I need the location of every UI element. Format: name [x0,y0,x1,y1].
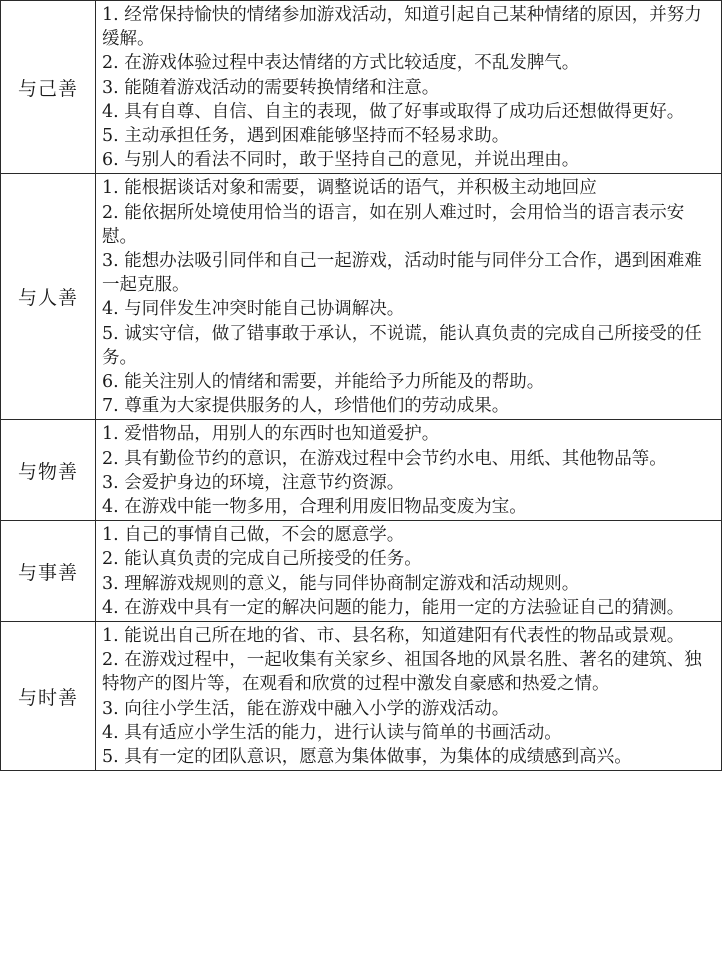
list-item: 1. 能说出自己所在地的省、市、县名称，知道建阳有代表性的物品或景观。 [102,626,685,647]
list-item: 2. 在游戏过程中，一起收集有关家乡、祖国各地的风景名胜、著名的建筑、独特物产的图片等，在观看和欣赏的过程中激发自豪感和热爱之情。 [102,650,702,695]
list-item: 1. 爱惜物品，用别人的东西时也知道爱护。 [102,424,440,445]
list-item: 5. 诚实守信，做了错事敢于承认，不说谎，能认真负责的完成自己所接受的任务。 [102,323,702,368]
list-item: 1. 能根据谈话对象和需要，调整说话的语气，并积极主动地回应 [102,178,597,199]
list-item: 3. 能想办法吸引同伴和自己一起游戏，活动时能与同伴分工合作，遇到困难难一起克服。 [102,251,702,296]
list-item: 6. 与别人的看法不同时，敢于坚持自己的意见，并说出理由。 [102,150,580,171]
list-item: 2. 具有勤俭节约的意识，在游戏过程中会节约水电、用纸、其他物品等。 [102,448,667,469]
category-cell: 与己善 [1,1,96,174]
items-cell [96,420,722,521]
list-item: 5. 具有一定的团队意识，愿意为集体做事，为集体的成绩感到高兴。 [102,747,632,768]
list-item: 5. 主动承担任务，遇到困难能够坚持而不轻易求助。 [102,126,510,147]
list-item: 2. 能依据所处境使用恰当的语言，如在别人难过时，会用恰当的语言表示安慰。 [102,202,685,247]
table-row [1,521,722,622]
list-item: 3. 会爱护身边的环境，注意节约资源。 [102,472,405,493]
items-cell [96,622,722,771]
list-item: 6. 能关注别人的情绪和需要，并能给予力所能及的帮助。 [102,372,545,393]
list-item: 4. 与同伴发生冲突时能自己协调解决。 [102,299,405,320]
list-item: 2. 能认真负责的完成自己所接受的任务。 [102,549,422,570]
list-item: 3. 理解游戏规则的意义，能与同伴协商制定游戏和活动规则。 [102,573,580,594]
list-item: 4. 在游戏中能一物多用，合理利用废旧物品变废为宝。 [102,497,527,518]
list-item: 4. 具有自尊、自信、自主的表现，做了好事或取得了成功后还想做得更好。 [102,101,685,122]
category-cell: 与物善 [1,420,96,521]
table-row [1,420,722,521]
list-item: 2. 在游戏体验过程中表达情绪的方式比较适度，不乱发脾气。 [102,53,580,74]
table-row [1,174,722,420]
category-cell: 与事善 [1,521,96,622]
list-item: 1. 经常保持愉快的情绪参加游戏活动，知道引起自己某种情绪的原因，并努力缓解。 [102,5,702,50]
table-row [1,622,722,771]
category-cell: 与时善 [1,622,96,771]
items-cell [96,521,722,622]
table-row [1,1,722,174]
list-item: 1. 自己的事情自己做，不会的愿意学。 [102,525,405,546]
list-item: 3. 能随着游戏活动的需要转换情绪和注意。 [102,77,440,98]
list-item: 4. 在游戏中具有一定的解决问题的能力，能用一定的方法验证自己的猜测。 [102,597,685,618]
list-item: 4. 具有适应小学生活的能力，进行认读与简单的书画活动。 [102,722,562,743]
items-cell [96,1,722,174]
items-cell [96,174,722,420]
category-cell: 与人善 [1,174,96,420]
list-item: 3. 向往小学生活，能在游戏中融入小学的游戏活动。 [102,698,510,719]
list-item: 7. 尊重为大家提供服务的人，珍惜他们的劳动成果。 [102,396,510,417]
